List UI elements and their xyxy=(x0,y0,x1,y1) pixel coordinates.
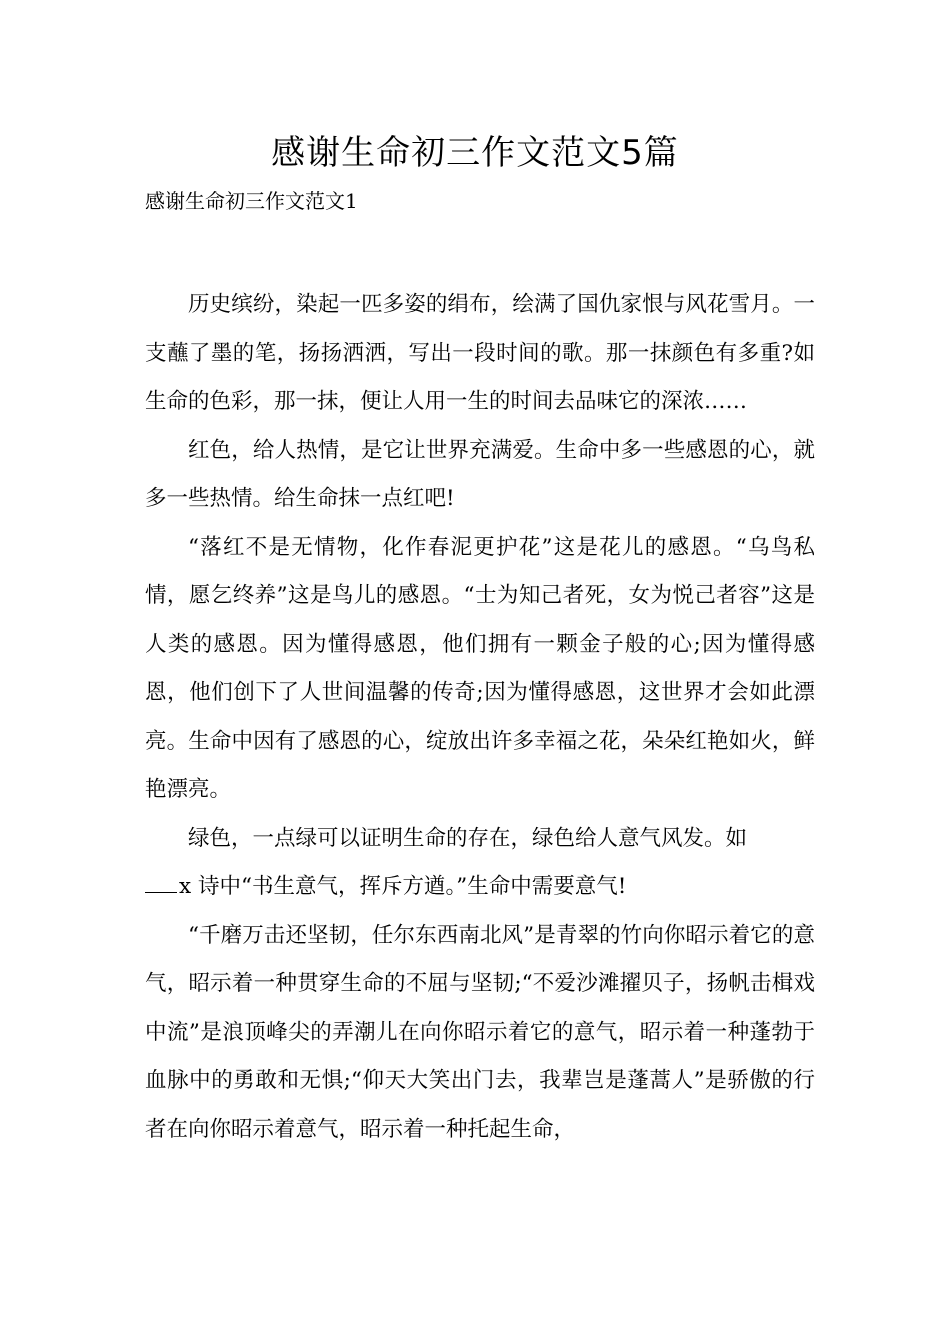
paragraph: 绿色，一点绿可以证明生命的存在，绿色给人意气风发。如 xyxy=(188,825,748,851)
section-subtitle: 感谢生命初三作文范文1 xyxy=(145,189,358,213)
document-body xyxy=(145,281,815,1154)
paragraph: 历史缤纷，染起一匹多姿的绢布，绘满了国仇家恨与风花雪月。一支蘸了墨的笔，扬扬洒洒，写出一段时间的歌。那一抹颜色有多重?如生命的色彩，那一抹，便让人用一生的时间去品味它的深浓…… xyxy=(145,292,815,414)
fill-in-blank xyxy=(145,874,177,893)
paragraph: “落红不是无情物，化作春泥更护花”这是花儿的感恩。“乌鸟私情，愿乞终养”这是鸟儿的感恩。“士为知己者死，女为悦己者容”这是人类的感恩。因为懂得感恩，他们拥有一颗金子般的心;因为懂得感恩，他们创下了人世间温馨的传奇;因为懂得感恩，这世界才会如此漂亮。生命中因有了感恩的心，绽放出许多幸福之花，朵朵红艳如火，鲜艳漂亮。 xyxy=(145,534,815,802)
document-title: 感谢生命初三作文范文5篇 xyxy=(271,133,679,173)
paragraph: 红色，给人热情，是它让世界充满爱。生命中多一些感恩的心，就多一些热情。给生命抹一点红吧! xyxy=(145,437,815,511)
paragraph-continuation-text: x 诗中“书生意气，挥斥方遒。”生命中需要意气! xyxy=(179,874,627,899)
paragraph: “千磨万击还坚韧，任尔东西南北风”是青翠的竹向你昭示着它的意气，昭示着一种贯穿生命的不屈与坚韧;“不爱沙滩擢贝子，扬帆击楫戏中流”是浪顶峰尖的弄潮儿在向你昭示着它的意气，昭示着一种蓬勃于血脉中的勇敢和无惧;“仰天大笑出门去，我辈岂是蓬蒿人”是骄傲的行者在向你昭示着意气，昭示着一种托起生命， xyxy=(145,922,815,1142)
paragraph-continuation xyxy=(145,863,815,912)
